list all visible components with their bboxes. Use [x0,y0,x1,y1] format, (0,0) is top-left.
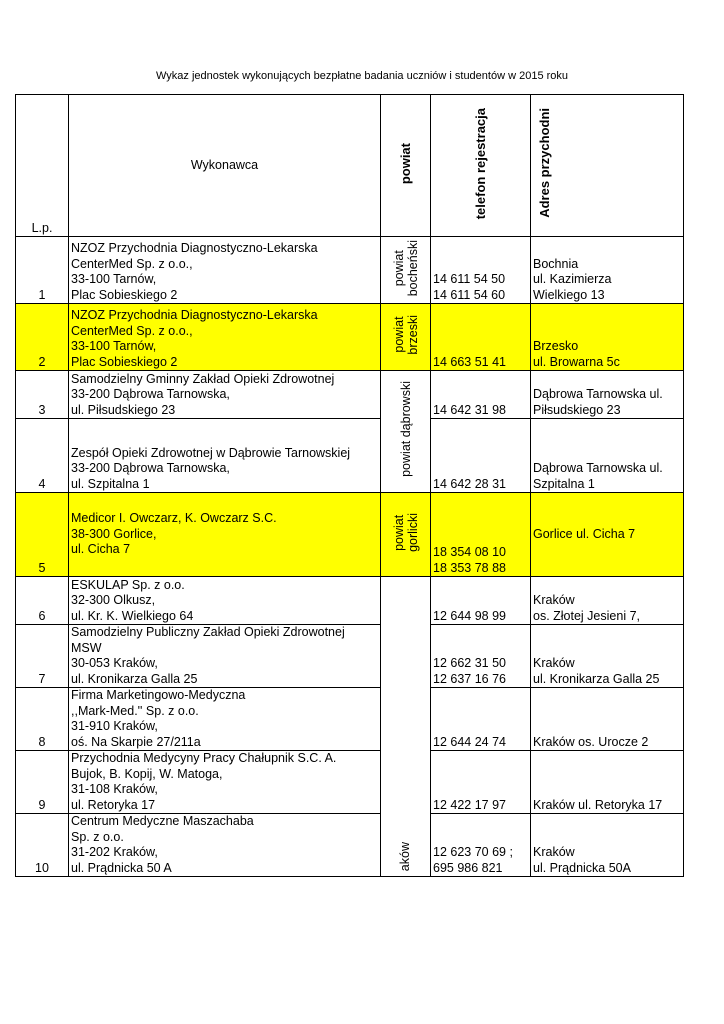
table-row [16,304,684,371]
table-row [16,625,684,688]
units-table [15,94,684,877]
row-lp: 1 [16,237,69,304]
table-row [16,493,684,577]
row-powiat-label: powiat bocheński [391,239,420,296]
row-powiat-label: powiat dąbrowski [398,381,413,478]
row-wykonawca: Samodzielny Publiczny Zakład Opieki Zdrowotnej MSW 30-053 Kraków, ul. Kronikarza Galla 25 [69,625,381,688]
row-powiat [381,371,431,493]
row-lp: 2 [16,304,69,371]
header-powiat-label: powiat [397,142,413,184]
row-telefon: 14 642 28 31 [431,419,531,493]
row-telefon: 12 623 70 69 ; 695 986 821 [431,814,531,877]
header-adres-label: Adres przychodni [537,108,552,219]
header-telefon-label: telefon rejestracja [472,107,488,219]
header-wykonawca: Wykonawca [69,95,381,237]
header-powiat [381,95,431,237]
row-lp: 3 [16,371,69,419]
row-adres: Gorlice ul. Cicha 7 [531,493,684,577]
row-telefon: 12 422 17 97 [431,751,531,814]
row-lp: 5 [16,493,69,577]
table-row [16,371,684,419]
table-header-row [16,95,684,237]
table-row [16,751,684,814]
row-lp: 9 [16,751,69,814]
row-adres: Kraków ul. Retoryka 17 [531,751,684,814]
table-row [16,419,684,493]
row-powiat-label: powiat gorlicki [391,512,420,552]
row-powiat [381,304,431,371]
row-wykonawca: Zespół Opieki Zdrowotnej w Dąbrowie Tarnowskiej 33-200 Dąbrowa Tarnowska, ul. Szpitalna 1 [69,419,381,493]
row-telefon: 14 663 51 41 [431,304,531,371]
row-adres: Kraków os. Urocze 2 [531,688,684,751]
row-telefon: 14 611 54 50 14 611 54 60 [431,237,531,304]
row-wykonawca: Samodzielny Gminny Zakład Opieki Zdrowotnej 33-200 Dąbrowa Tarnowska, ul. Piłsudskiego 23 [69,371,381,419]
row-adres: Kraków ul. Prądnicka 50A [531,814,684,877]
row-wykonawca: Centrum Medyczne Maszachaba Sp. z o.o. 31-202 Kraków, ul. Prądnicka 50 A [69,814,381,877]
header-lp: L.p. [16,95,69,237]
row-wykonawca: Przychodnia Medycyny Pracy Chałupnik S.C. A. Bujok, B. Kopij, W. Matoga, 31-108 Kraków, ul. Retoryka 17 [69,751,381,814]
row-powiat [381,237,431,304]
row-powiat [381,493,431,577]
row-adres: Kraków ul. Kronikarza Galla 25 [531,625,684,688]
row-wykonawca: Firma Marketingowo-Medyczna ,,Mark-Med.'' Sp. z o.o. 31-910 Kraków, oś. Na Skarpie 27/211a [69,688,381,751]
row-adres: Kraków os. Złotej Jesieni 7, [531,577,684,625]
table-row [16,688,684,751]
row-powiat [381,577,431,877]
row-powiat-label: powiat brzeski [391,314,420,355]
row-lp: 10 [16,814,69,877]
table-row [16,814,684,877]
table-row [16,237,684,304]
row-adres: Brzesko ul. Browarna 5c [531,304,684,371]
row-telefon: 18 354 08 10 18 353 78 88 [431,493,531,577]
row-powiat-label: aków [397,842,412,872]
row-telefon: 14 642 31 98 [431,371,531,419]
row-lp: 6 [16,577,69,625]
row-wykonawca: Medicor I. Owczarz, K. Owczarz S.C. 38-300 Gorlice, ul. Cicha 7 [69,493,381,577]
row-telefon: 12 662 31 50 12 637 16 76 [431,625,531,688]
row-adres: Dąbrowa Tarnowska ul. Piłsudskiego 23 [531,371,684,419]
row-telefon: 12 644 98 99 [431,577,531,625]
table-row [16,577,684,625]
page-title: Wykaz jednostek wykonujących bezpłatne badania uczniów i studentów w 2015 roku [155,70,569,82]
row-lp: 8 [16,688,69,751]
header-adres [531,95,684,237]
row-lp: 7 [16,625,69,688]
row-telefon: 12 644 24 74 [431,688,531,751]
row-wykonawca: NZOZ Przychodnia Diagnostyczno-Lekarska CenterMed Sp. z o.o., 33-100 Tarnów, Plac Sobieskiego 2 [69,304,381,371]
row-adres: Bochnia ul. Kazimierza Wielkiego 13 [531,237,684,304]
row-adres: Dąbrowa Tarnowska ul. Szpitalna 1 [531,419,684,493]
row-wykonawca: NZOZ Przychodnia Diagnostyczno-Lekarska CenterMed Sp. z o.o., 33-100 Tarnów, Plac Sobieskiego 2 [69,237,381,304]
row-lp: 4 [16,419,69,493]
row-wykonawca: ESKULAP Sp. z o.o. 32-300 Olkusz, ul. Kr. K. Wielkiego 64 [69,577,381,625]
header-telefon [431,95,531,237]
